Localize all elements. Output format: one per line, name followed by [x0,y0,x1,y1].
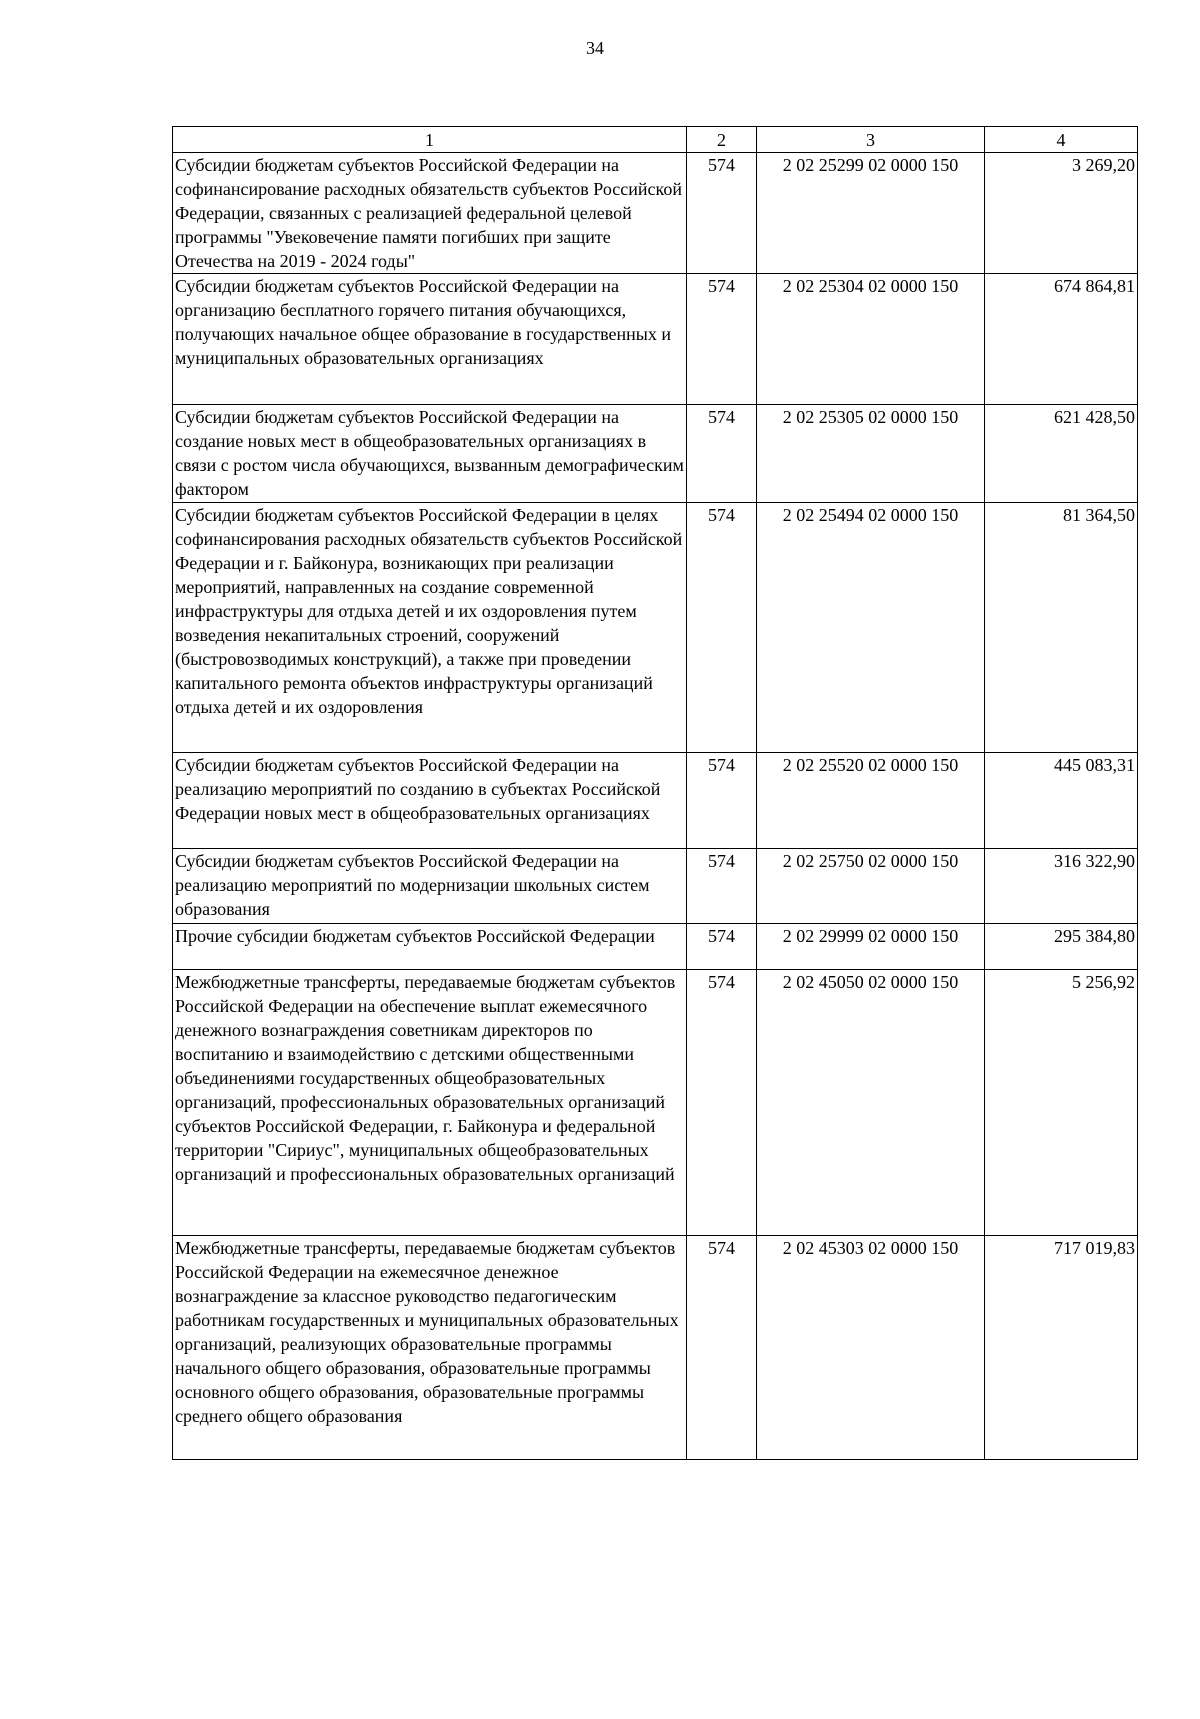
row-description: Прочие субсидии бюджетам субъектов Российской Федерации [173,924,687,970]
row-kbk: 2 02 25299 02 0000 150 [757,153,985,274]
row-amount: 295 384,80 [985,924,1138,970]
row-description: Межбюджетные трансферты, передаваемые бюджетам субъектов Российской Федерации на обеспечение выплат ежемесячного денежного вознаграждения советникам директоров по воспитанию и взаимодействию с детскими общественными объединениями государственных общеобразовательных организаций, профессиональных образовательных организаций субъектов Российской Федерации, г. Байконура и федеральной территории "Сириус", муниципальных общеобразовательных организаций и профессиональных образовательных организаций [173,970,687,1236]
row-code: 574 [687,970,757,1236]
table-row [173,924,1138,970]
row-kbk: 2 02 45303 02 0000 150 [757,1236,985,1460]
row-kbk: 2 02 25520 02 0000 150 [757,753,985,849]
column-header-4: 4 [985,127,1138,153]
row-description: Субсидии бюджетам субъектов Российской Федерации на реализацию мероприятий по созданию в субъектах Российской Федерации новых мест в общеобразовательных организациях [173,753,687,849]
column-header-2: 2 [687,127,757,153]
row-description: Субсидии бюджетам субъектов Российской Федерации на софинансирование расходных обязательств субъектов Российской Федерации, связанных с реализацией федеральной целевой программы "Увековечение памяти погибших при защите Отечества на 2019 - 2024 годы" [173,153,687,274]
row-amount: 621 428,50 [985,405,1138,503]
row-code: 574 [687,1236,757,1460]
row-kbk: 2 02 25305 02 0000 150 [757,405,985,503]
row-amount: 674 864,81 [985,274,1138,405]
row-amount: 445 083,31 [985,753,1138,849]
row-description: Субсидии бюджетам субъектов Российской Федерации на реализацию мероприятий по модернизации школьных систем образования [173,849,687,924]
row-code: 574 [687,274,757,405]
row-amount: 81 364,50 [985,503,1138,753]
row-code: 574 [687,849,757,924]
row-kbk: 2 02 25750 02 0000 150 [757,849,985,924]
row-code: 574 [687,153,757,274]
header-row [173,127,1138,153]
row-kbk: 2 02 25304 02 0000 150 [757,274,985,405]
row-description: Межбюджетные трансферты, передаваемые бюджетам субъектов Российской Федерации на ежемесячное денежное вознаграждение за классное руководство педагогическим работникам государственных и муниципальных образовательных организаций, реализующих образовательные программы начального общего образования, образовательные программы основного общего образования, образовательные программы среднего общего образования [173,1236,687,1460]
page-number: 34 [586,38,604,58]
row-amount: 316 322,90 [985,849,1138,924]
column-header-3: 3 [757,127,985,153]
table-row [173,849,1138,924]
table-row [173,970,1138,1236]
table-row [173,503,1138,753]
row-code: 574 [687,924,757,970]
row-kbk: 2 02 45050 02 0000 150 [757,970,985,1236]
row-description: Субсидии бюджетам субъектов Российской Федерации на организацию бесплатного горячего питания обучающихся, получающих начальное общее образование в государственных и муниципальных образовательных организациях [173,274,687,405]
table-row [173,274,1138,405]
row-kbk: 2 02 29999 02 0000 150 [757,924,985,970]
row-code: 574 [687,503,757,753]
row-code: 574 [687,753,757,849]
row-amount: 5 256,92 [985,970,1138,1236]
row-description: Субсидии бюджетам субъектов Российской Федерации на создание новых мест в общеобразовательных организациях в связи с ростом числа обучающихся, вызванным демографическим фактором [173,405,687,503]
row-amount: 717 019,83 [985,1236,1138,1460]
table-row [173,153,1138,274]
row-amount: 3 269,20 [985,153,1138,274]
column-header-1: 1 [173,127,687,153]
row-description: Субсидии бюджетам субъектов Российской Федерации в целях софинансирования расходных обязательств субъектов Российской Федерации и г. Байконура, возникающих при реализации мероприятий, направленных на создание современной инфраструктуры для отдыха детей и их оздоровления путем возведения некапитальных строений, сооружений (быстровозводимых конструкций), а также при проведении капитального ремонта объектов инфраструктуры организаций отдыха детей и их оздоровления [173,503,687,753]
table-row [173,753,1138,849]
budget-table [172,126,1138,1460]
table-row [173,1236,1138,1460]
table-row [173,405,1138,503]
row-code: 574 [687,405,757,503]
row-kbk: 2 02 25494 02 0000 150 [757,503,985,753]
